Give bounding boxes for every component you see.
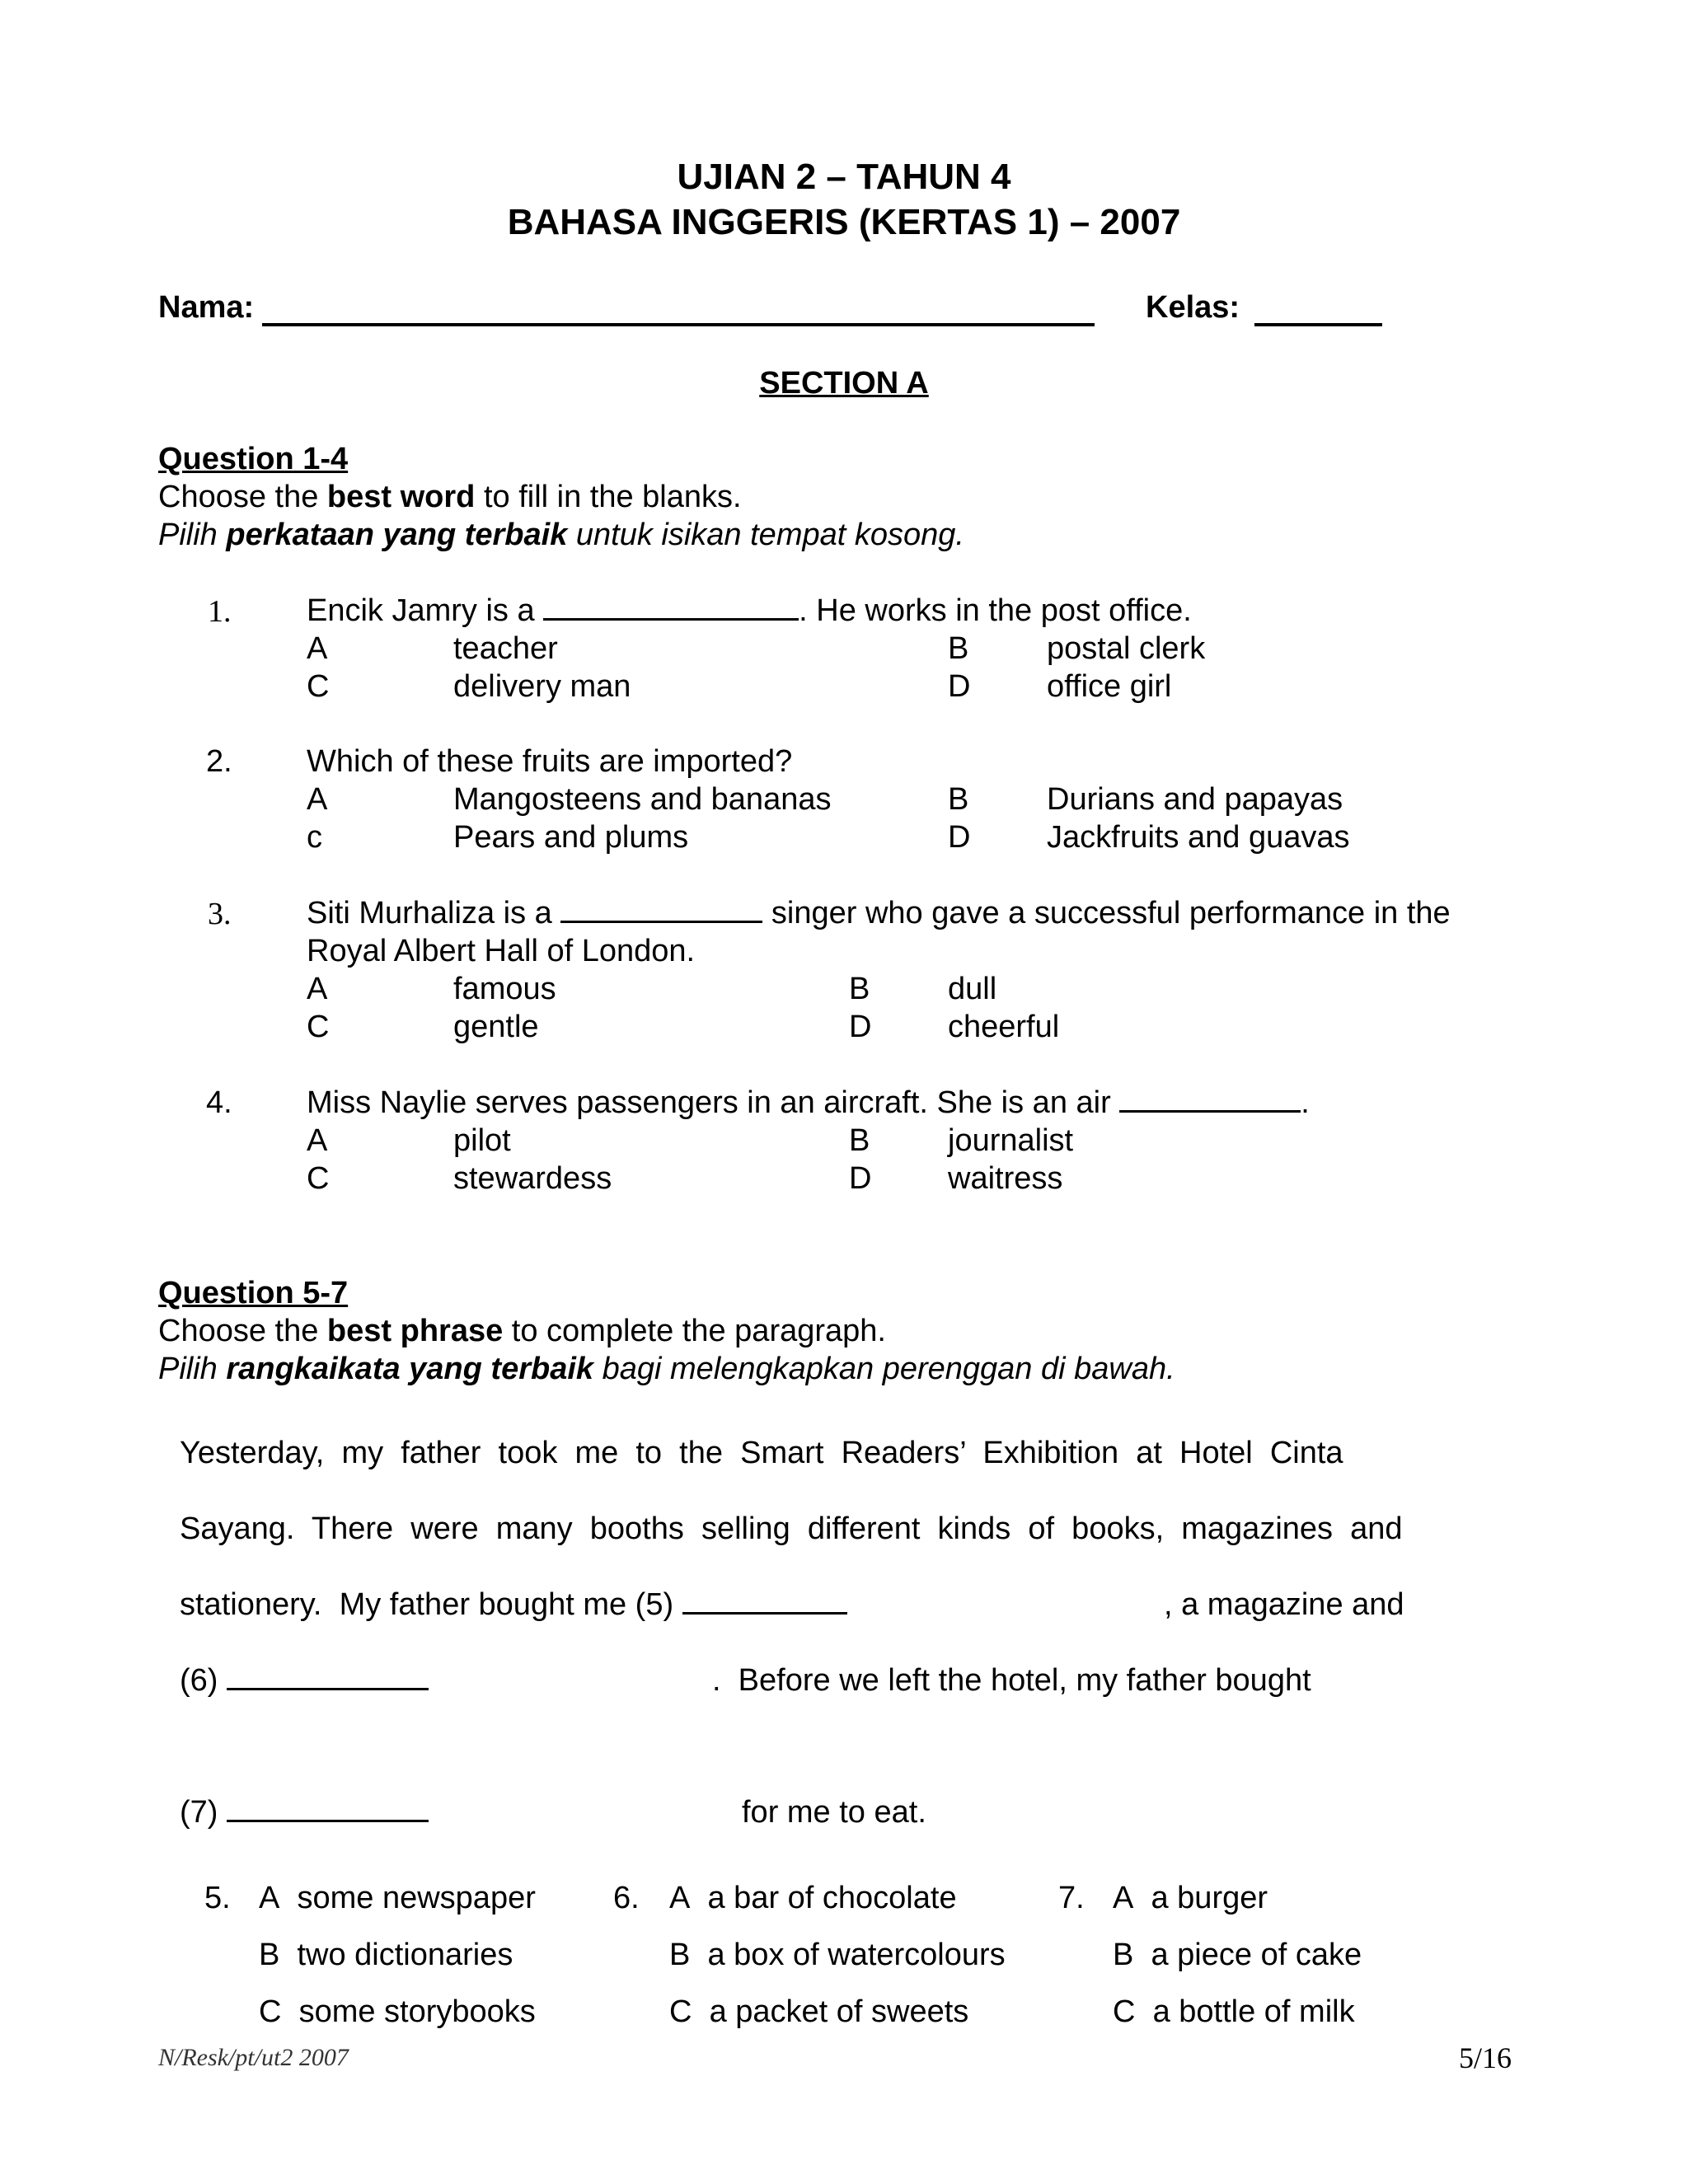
- answer-blank: [1119, 1085, 1301, 1113]
- instruction-malay: Pilih perkataan yang terbaik untuk isikan tempat kosong.: [158, 518, 964, 552]
- answer-blank: [543, 593, 799, 621]
- question-stem: Which of these fruits are imported?: [307, 744, 793, 779]
- option-text[interactable]: office girl: [1047, 669, 1172, 704]
- option-item[interactable]: A a burger: [1113, 1881, 1268, 1915]
- question-number: 6.: [613, 1881, 640, 1915]
- answer-blank: [560, 896, 762, 923]
- option-letter: A: [307, 631, 328, 666]
- option-text[interactable]: pilot: [453, 1123, 511, 1158]
- option-text[interactable]: dull: [948, 972, 997, 1006]
- option-letter: B: [948, 782, 969, 817]
- option-text[interactable]: gentle: [453, 1010, 539, 1044]
- option-letter: D: [849, 1161, 872, 1196]
- option-item[interactable]: B a piece of cake: [1113, 1938, 1362, 1972]
- option-text[interactable]: waitress: [948, 1161, 1063, 1196]
- option-item[interactable]: B two dictionaries: [259, 1938, 513, 1972]
- question-stem-line2: Royal Albert Hall of London.: [307, 934, 696, 968]
- question-number: 7.: [1058, 1881, 1085, 1915]
- option-text[interactable]: delivery man: [453, 669, 631, 704]
- option-text[interactable]: postal clerk: [1047, 631, 1206, 666]
- option-letter: C: [307, 669, 330, 704]
- answer-blank-7: [227, 1795, 429, 1822]
- option-text[interactable]: cheerful: [948, 1010, 1060, 1044]
- option-text[interactable]: journalist: [948, 1123, 1074, 1158]
- paragraph-line: stationery. My father bought me (5): [180, 1587, 847, 1623]
- question-number: 4.: [206, 1085, 232, 1120]
- footer-code: N/Resk/pt/ut2 2007: [158, 2044, 349, 2071]
- question-stem: Miss Naylie serves passengers in an aircraft. She is an air .: [307, 1085, 1310, 1120]
- paragraph-line: (7): [180, 1795, 429, 1830]
- question-number: 3.: [208, 897, 232, 931]
- option-text[interactable]: teacher: [453, 631, 558, 666]
- option-text[interactable]: stewardess: [453, 1161, 612, 1196]
- option-text[interactable]: Durians and papayas: [1047, 782, 1343, 817]
- instruction-malay: Pilih rangkaikata yang terbaik bagi melengkapkan perenggan di bawah.: [158, 1352, 1175, 1386]
- question-number: 1.: [208, 594, 232, 629]
- title-line-2: BAHASA INGGERIS (KERTAS 1) – 2007: [507, 202, 1181, 242]
- option-item[interactable]: B a box of watercolours: [669, 1938, 1006, 1972]
- option-item[interactable]: C a bottle of milk: [1113, 1994, 1355, 2029]
- option-letter: B: [849, 1123, 870, 1158]
- question-stem: Siti Murhaliza is a singer who gave a successful performance in the: [307, 896, 1451, 930]
- answer-blank-5: [682, 1587, 847, 1615]
- section-a-heading: SECTION A: [759, 366, 929, 401]
- option-text[interactable]: Jackfruits and guavas: [1047, 820, 1350, 855]
- option-letter: D: [948, 669, 971, 704]
- paragraph-line: (6): [180, 1663, 429, 1699]
- question-5-7-heading: Question 5-7: [158, 1276, 349, 1310]
- instruction-english: Choose the best word to fill in the blanks.: [158, 480, 742, 514]
- answer-blank-6: [227, 1663, 429, 1690]
- option-letter: c: [307, 820, 322, 855]
- option-text[interactable]: famous: [453, 972, 556, 1006]
- option-letter: D: [948, 820, 971, 855]
- page-number: 5/16: [1459, 2041, 1512, 2074]
- instruction-english: Choose the best phrase to complete the paragraph.: [158, 1314, 886, 1348]
- option-item[interactable]: C a packet of sweets: [669, 1994, 969, 2029]
- class-field[interactable]: [1254, 323, 1382, 326]
- option-letter: A: [307, 782, 328, 817]
- option-text[interactable]: Pears and plums: [453, 820, 689, 855]
- option-letter: A: [307, 1123, 328, 1158]
- name-field[interactable]: [262, 323, 1095, 326]
- option-item[interactable]: A a bar of chocolate: [669, 1881, 957, 1915]
- option-text[interactable]: Mangosteens and bananas: [453, 782, 832, 817]
- option-letter: A: [307, 972, 328, 1006]
- question-stem: Encik Jamry is a . He works in the post office.: [307, 593, 1192, 628]
- option-letter: B: [849, 972, 870, 1006]
- class-label: Kelas:: [1146, 290, 1240, 325]
- title-line-1: UJIAN 2 – TAHUN 4: [677, 157, 1011, 197]
- option-letter: B: [948, 631, 969, 666]
- paragraph-line-end: , a magazine and: [1164, 1587, 1404, 1622]
- paragraph-line: Yesterday, my father took me to the Smart Readers’ Exhibition at Hotel Cinta: [180, 1436, 1343, 1470]
- option-letter: D: [849, 1010, 872, 1044]
- paragraph-line-end: . Before we left the hotel, my father bought: [712, 1663, 1311, 1698]
- question-1-4-heading: Question 1-4: [158, 442, 349, 476]
- name-label: Nama:: [158, 290, 255, 325]
- question-number: 2.: [206, 744, 232, 779]
- option-letter: C: [307, 1010, 330, 1044]
- paragraph-line-end: for me to eat.: [742, 1795, 926, 1830]
- option-item[interactable]: A some newspaper: [259, 1881, 536, 1915]
- question-number: 5.: [204, 1881, 231, 1915]
- paragraph-line: Sayang. There were many booths selling different kinds of books, magazines and: [180, 1511, 1403, 1546]
- option-letter: C: [307, 1161, 330, 1196]
- option-item[interactable]: C some storybooks: [259, 1994, 536, 2029]
